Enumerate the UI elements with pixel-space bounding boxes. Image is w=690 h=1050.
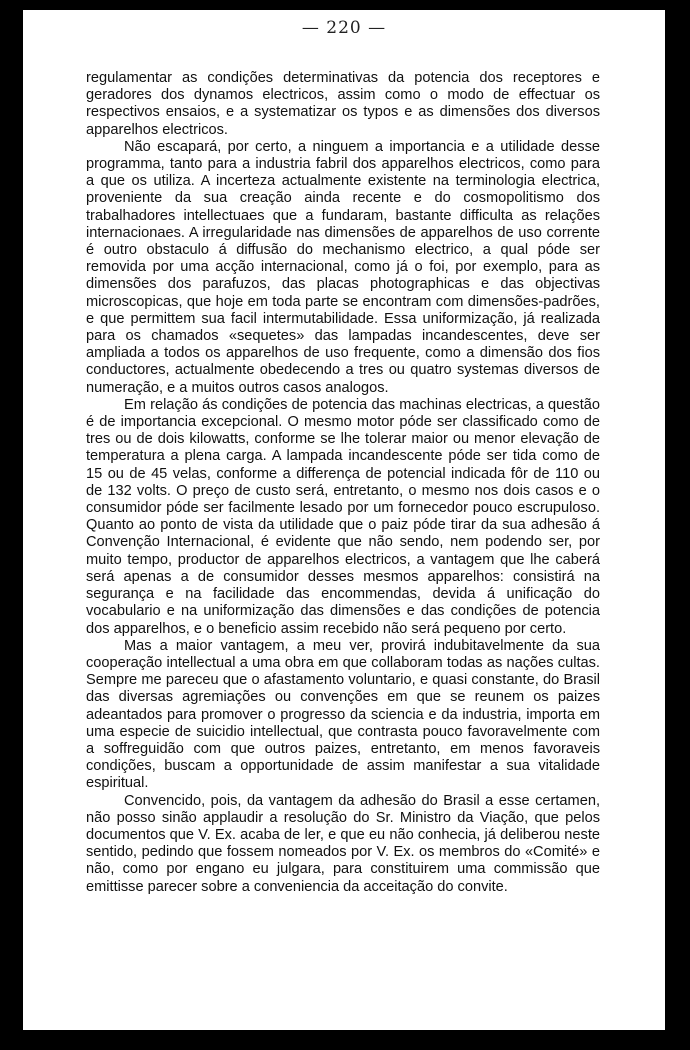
paragraph: Mas a maior vantagem, a meu ver, provirá indubitavelmente da sua cooperação intellectual a uma obra em que collaboram todas as nações cultas. Sempre me pareceu que o afastamento voluntario, e quasi constante, do Brasil das diversas agremiações ou convenções em que se reunem os paizes adeantados para promover o progresso da sciencia e da industria, importa em uma especie de suicidio intellectual, que contrasta pouco favoravelmente com a soffreguidão com que outros paizes, entretanto, em menos favoraveis condições, buscam a opportunidade de assim manifestar a sua vitalidade espiritual. <box>86 637 600 792</box>
page-number: — 220 — <box>301 18 387 38</box>
paragraph: Não escapará, por certo, a ninguem a importancia e a utilidade desse programma, tanto para a industria fabril dos apparelhos electricos, como para a que os utiliza. A incerteza actualmente existente na terminologia electrica, proveniente da sua creação ainda recente e do cosmopolitismo dos trabalhadores intellectuaes que a fundaram, bastante difficulta as relações internacionaes. A irregularidade nas dimensões de apparelhos de uso corrente é outro obstaculo á diffusão do mechanismo electrico, a qual póde ser removida por uma acção internacional, como já o foi, por exemplo, para as dimensões dos parafuzos, das placas photographicas e das objectivas microscopicas, que hoje em toda parte se encontram com dimensões-padrões, e que permittem sua facil intermutabilidade. Essa uniformização, já realizada para os chamados «sequetes» das lampadas incandescentes, deve ser ampliada a todos os apparelhos de uso frequente, como a dimensão dos fios conductores, actualmente obedecendo a tres ou quatro systemas diversos de numeração, e a muitos outros casos analogos. <box>86 138 600 396</box>
paragraph-continuation: regulamentar as condições determinativas da potencia dos receptores e geradores dos dynamos electricos, assim como o modo de effectuar os respectivos ensaios, e a systematizar os typos e as dimensões dos diversos apparelhos electricos. <box>86 70 600 138</box>
paragraph: Em relação ás condições de potencia das machinas electricas, a questão é de importancia excepcional. O mesmo motor póde ser classificado como de tres ou de dois kilowatts, conforme se lhe tolerar maior ou menor elevação de temperatura a plena carga. A lampada incandescente póde ser tida como de 15 ou de 45 velas, conforme a differença de potencial indicada fôr de 110 ou de 132 volts. O preço de custo será, entretanto, o mesmo nos dois casos e o consumidor póde ser facilmente lesado por um fornecedor pouco escrupuloso. Quanto ao ponto de vista da utilidade que o paiz póde tirar da sua adhesão á Convenção Internacional, é evidente que não sendo, nem podendo ser, por muito tempo, productor de apparelhos electricos, a vantagem que lhe caberá será apenas a de consumidor desses mesmos apparelhos: consistirá na segurança e na facilidade das encommendas, devida á unificação do vocabulario e na uniformização das dimensões e das condições de potencia dos apparelhos, e o beneficio assim recebido não será pequeno por certo. <box>86 396 600 637</box>
paragraph: Convencido, pois, da vantagem da adhesão do Brasil a esse certamen, não posso sinão applaudir a resolução do Sr. Ministro da Viação, que pelos documentos que V. Ex. acaba de ler, e que eu não conhecia, já deliberou neste sentido, pedindo que fossem nomeados por V. Ex. os membros do «Comité» e não, como por engano eu julgara, para constituirem uma commissão que emittisse parecer sobre a conveniencia da acceitação do convite. <box>86 792 600 895</box>
document-page <box>23 10 665 1030</box>
body-text <box>86 70 600 896</box>
